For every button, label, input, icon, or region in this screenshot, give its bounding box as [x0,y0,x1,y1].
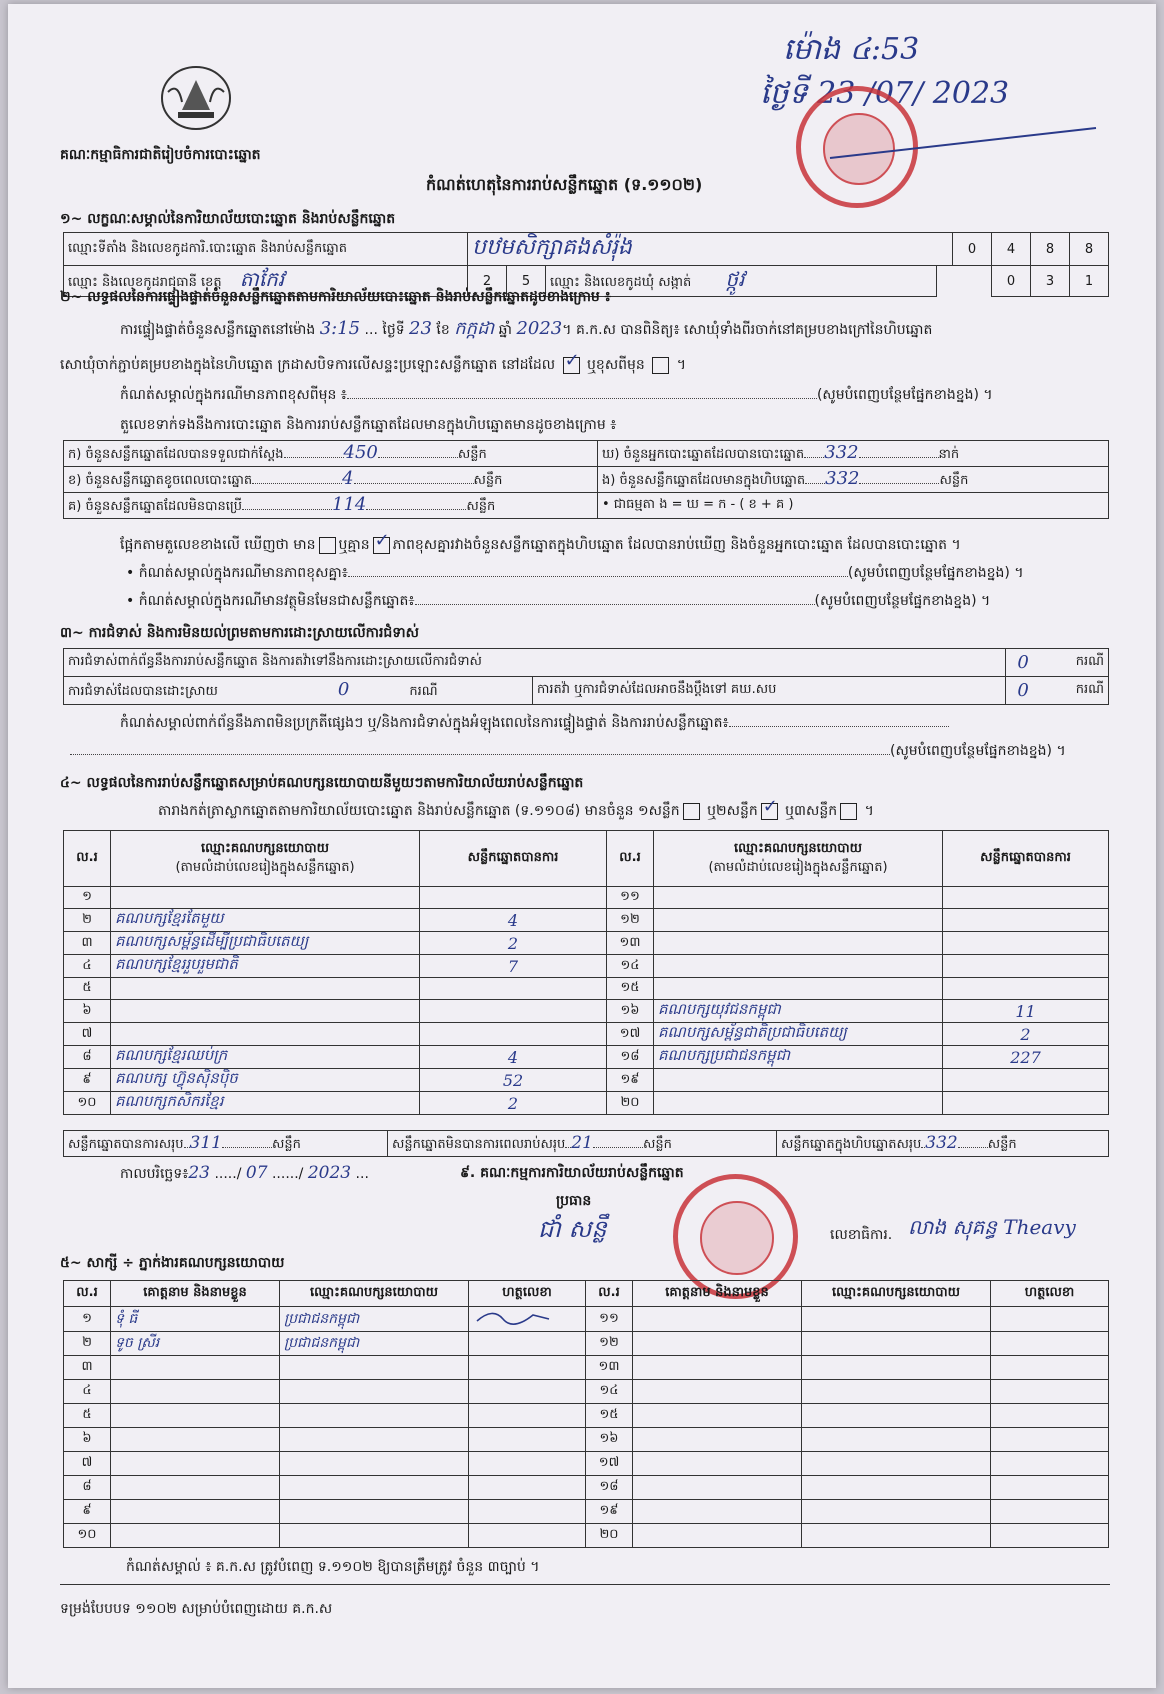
nec-emblem [158,62,234,132]
witness-name [633,1524,802,1548]
office-value: បឋមសិក្សាគងសំរ៉ុង [468,233,953,266]
party-votes: 11 [943,1000,1109,1023]
total-valid: សន្លឹកឆ្នោតបានការសរុប 311 សន្លឹក [64,1131,388,1157]
party-votes: 4 [420,909,607,932]
witness-row [64,1404,1109,1428]
witness-name [633,1307,802,1332]
witness-party [802,1307,991,1332]
party-name [654,1069,943,1092]
results-row [64,887,1109,909]
commune-code-2: 3 [1031,266,1070,297]
commune-value: ថ្កូវ [725,267,745,291]
row-number: ២០ [586,1524,633,1548]
section2-title: ២~ លទ្ធផលនៃការផ្ទៀងផ្ទាត់ចំនួនសន្លឹកឆ្នោតតាមការិយាល័យបោះឆ្នោត និងរាប់សន្លឹកឆ្នោតដូចខាងក្រោម ៖ [60,289,611,305]
verify-year: 2023 [516,318,563,339]
witness-col-no: ល.រ [64,1281,111,1307]
figure-b: ខ) ចំនួនសន្លឹកឆ្នោតខូចពេលបោះឆ្នោត 4 សន្លឹក [64,467,598,493]
party-name [654,978,943,1000]
section2-para2: សោឃុំចាក់ភ្ជាប់គម្របខាងក្នុងនៃហិបឆ្នោត ក្រដាសបិទការលើសន្ទះប្រឡោះសន្លឹកឆ្នោត នៅដដែល ✓ ឬខុសពីមុន ។ [60,356,686,374]
chair-signature: ជាំ សន្លឹ [538,1215,607,1243]
party-name [654,887,943,909]
party-votes [420,1000,607,1023]
office-code-3: 8 [1031,233,1070,266]
party-name: គណបក្សខ្មែរតែមួយ [111,909,420,932]
row-number: ៨ [64,1046,111,1069]
witness-signature [469,1428,586,1452]
figure-a: ក) ចំនួនសន្លឹកឆ្នោតដែលបានទទួលជាក់ស្តែង 450 សន្លឹក [64,441,598,467]
complaints-total-value: 0 [1006,649,1040,677]
row-number: ១០ [64,1092,111,1115]
party-name: គណបក្សសម្ព័ន្ធដើម្បីប្រជាធិបតេយ្យ [111,932,420,955]
witness-party [280,1476,469,1500]
witness-party [280,1428,469,1452]
witness-col-name-2: គោត្តនាម និងនាមខ្លួន [633,1281,802,1307]
witness-signature [991,1404,1109,1428]
row-number: ១៤ [586,1380,633,1404]
row-number: ១៦ [607,1000,654,1023]
witness-row [64,1380,1109,1404]
party-votes [943,1092,1109,1115]
party-name: គណបក្សសម្ព័ន្ធជាតិប្រជាធិបតេយ្យ [654,1023,943,1046]
results-row [64,1092,1109,1115]
witness-name [111,1428,280,1452]
handwritten-date: ថ្ងៃទី 23 /07/ 2023 [760,76,1010,111]
witness-party: ប្រជាជនកម្ពុជា [280,1307,469,1332]
party-votes: 4 [420,1046,607,1069]
row-number: ១៩ [607,1069,654,1092]
party-name [111,978,420,1000]
party-name [111,887,420,909]
commune-label: ឈ្មោះ និងលេខកូដឃុំ សង្កាត់ ថ្កូវ [546,266,937,297]
total-in-box: សន្លឹកឆ្នោតក្នុងហិបឆ្នោតសរុប 332 សន្លឹក [777,1131,1109,1157]
witness-name [111,1404,280,1428]
figure-e: ង) ចំនួនសន្លឹកឆ្នោតដែលមានក្នុងហិបឆ្នោត 332 សន្លឹក [598,467,1109,493]
witness-col-sign-2: ហត្ថលេខា [991,1281,1109,1307]
ballot-figures-table [63,440,1109,519]
witness-signature [991,1428,1109,1452]
two-sheet-checkbox[interactable] [761,803,778,820]
witness-name [111,1500,280,1524]
witness-signature [469,1452,586,1476]
row-number: ៦ [64,1428,111,1452]
signature-scribble [473,1307,553,1327]
commune-code-1: 0 [992,266,1031,297]
witness-party [280,1404,469,1428]
party-votes [943,955,1109,978]
row-number: ៧ [64,1452,111,1476]
party-name: គណបក្សប្រជាជនកម្ពុជា [654,1046,943,1069]
witness-name [111,1452,280,1476]
complaints-appeal-label: ការតវ៉ា ឬការជំទាស់ដែលអាចនឹងប្តឹងទៅ គឃ.សប [533,677,1006,705]
witness-name [111,1356,280,1380]
party-name: គណបក្សខ្មែរឈប់ក្រ [111,1046,420,1069]
witness-name [633,1476,802,1500]
results-col-party-2: ឈ្មោះគណបក្សនយោបាយ (តាមលំដាប់លេខរៀងក្នុងសន្លឹកឆ្នោត) [654,831,943,887]
witness-signature [991,1476,1109,1500]
row-number: ១ [64,887,111,909]
results-row [64,1000,1109,1023]
witness-row [64,1524,1109,1548]
party-results-table [63,830,1109,1115]
witness-name [633,1428,802,1452]
party-name: គណបក្សយុវជនកម្ពុជា [654,1000,943,1023]
row-number: ១១ [586,1307,633,1332]
witness-col-sign: ហត្ថលេខា [469,1281,586,1307]
row-number: ២ [64,1332,111,1356]
witness-row [64,1476,1109,1500]
section3-title: ៣~ ការជំទាស់ និងការមិនយល់ព្រមតាមការដោះស្រាយលើការជំទាស់ [60,625,419,641]
witness-signature [469,1332,586,1356]
section1-title: ១~ លក្ខណៈសម្គាល់នៃការិយាល័យបោះឆ្នោត និងរាប់សន្លឹកឆ្នោត [60,211,396,227]
witness-signature [991,1332,1109,1356]
witness-party [802,1356,991,1380]
handwritten-receipt: ម៉ោង ៤:53 [783,32,920,67]
row-number: ២ [64,909,111,932]
has-diff-checkbox[interactable] [319,537,336,554]
row-number: ៣ [64,1356,111,1380]
one-sheet-checkbox[interactable] [683,803,700,820]
witness-signature [469,1476,586,1500]
row-number: ១២ [586,1332,633,1356]
party-votes: 2 [420,1092,607,1115]
total-invalid: សន្លឹកឆ្នោតមិនបានការពេលរាប់សរុប 21 សន្លឹក [388,1131,777,1157]
complaints-table [63,648,1109,705]
row-number: ៩ [64,1069,111,1092]
witness-party [802,1452,991,1476]
witness-row [64,1428,1109,1452]
witness-party [280,1524,469,1548]
party-votes: 227 [943,1046,1109,1069]
party-name [654,932,943,955]
section4-intro: តារាងកត់ត្រាស្លាកឆ្នោតតាមការិយាល័យបោះឆ្នោត និងរាប់សន្លឹកឆ្នោត (ទ.១១០៨) មានចំនួន ១សន្លឹក ឬ២សន្លឹក✓ ឬ៣សន្លឹក ។ [158,802,874,820]
witness-name [633,1356,802,1380]
witness-signature [991,1307,1109,1332]
witness-signature [469,1524,586,1548]
row-number: ១០ [64,1524,111,1548]
witness-name [111,1524,280,1548]
witness-party [280,1356,469,1380]
section3-note: កំណត់សម្គាល់ពាក់ព័ន្ធនឹងភាពមិនប្រក្រតីផ្សេងៗ ឬ/និងការជំទាស់ក្នុងអំឡុងពេលនៃការផ្ទៀងផ្ទាត់ និងការរាប់សន្លឹកឆ្នោត៖ [120,714,949,732]
row-number: ៦ [64,1000,111,1023]
row-number: ១៨ [607,1046,654,1069]
row-number: ១៧ [607,1023,654,1046]
office-label: ឈ្មោះទីតាំង និងលេខកូដការិ.បោះឆ្នោត និងរាប់សន្លឹកឆ្នោត [64,233,468,266]
section2-para1: ការផ្ទៀងផ្ទាត់ចំនួនសន្លឹកឆ្នោតនៅម៉ោង 3:15 ... ថ្ងៃទី 23 ខែ កក្កដា ឆ្នាំ 2023។ គ.ក.ស បានពិនិត្យ៖ សោឃុំទាំងពីរចាក់នៅគម្របខាងក្រៅនៃហិបឆ្នោត [120,318,933,339]
row-number: ៥ [64,978,111,1000]
witness-row [64,1307,1109,1332]
row-number: ១១ [607,887,654,909]
witness-party [280,1452,469,1476]
row-number: ១៦ [586,1428,633,1452]
compare-line: ផ្អែកតាមតួលេខខាងលើ ឃើញថា មាន ឬគ្មាន✓ ភាពខុសគ្នារវាងចំនួនសន្លឹកឆ្នោតក្នុងហិបឆ្នោត ដែលបានរាប់ឃើញ និងចំនួនអ្នកបោះឆ្នោត ដែលបានបោះឆ្នោត ។ [120,536,961,554]
witness-party [802,1380,991,1404]
row-number: ១៥ [607,978,654,1000]
row-number: ១៩ [586,1500,633,1524]
province-code-2: 5 [507,266,546,297]
row-number: ១៤ [607,955,654,978]
witness-table [63,1280,1109,1548]
witness-name [111,1380,280,1404]
party-votes: 2 [943,1023,1109,1046]
note-diff: កំណត់សម្គាល់ក្នុងករណីមានភាពខុសពីមុន ៖ (សូមបំពេញបន្ថែមផ្នែកខាងខ្នង) ។ [120,387,993,403]
row-number: ៣ [64,932,111,955]
form-title: កំណត់ហេតុនៃការរាប់សន្លឹកឆ្នោត (ទ.១១០២) [426,175,703,194]
witness-party [280,1380,469,1404]
party-votes: 7 [420,955,607,978]
verify-month: កក្កដា [454,318,495,339]
form-footer: ទម្រង់បែបបទ ១១០២ សម្រាប់បំពេញដោយ គ.ក.ស [60,1601,333,1617]
results-row [64,1046,1109,1069]
office-code-2: 4 [992,233,1031,266]
witness-col-party: ឈ្មោះគណបក្សនយោបាយ [280,1281,469,1307]
province-code-1: 2 [468,266,507,297]
office-code-4: 8 [1070,233,1109,266]
office-code-1: 0 [953,233,992,266]
results-col-votes: សន្លឹកឆ្នោតបានការ [420,831,607,887]
witness-party [802,1476,991,1500]
witness-name [633,1404,802,1428]
witness-name [633,1380,802,1404]
witness-signature [991,1524,1109,1548]
witness-party: ប្រជាជនកម្ពុជា [280,1332,469,1356]
different-checkbox[interactable] [652,357,669,374]
secretary-signature: លាង សុគន្ធ Theavy [908,1215,1076,1239]
row-number: ១៣ [586,1356,633,1380]
party-votes [943,932,1109,955]
witness-signature [469,1404,586,1428]
row-number: ១៥ [586,1404,633,1428]
section3-note-line2: (សូមបំពេញបន្ថែមផ្នែកខាងខ្នង) ។ [70,742,1066,760]
results-col-votes-2: សន្លឹកឆ្នោតបានការ [943,831,1109,887]
witness-party [802,1500,991,1524]
row-number: ៤ [64,1380,111,1404]
witness-signature [469,1356,586,1380]
row-number: ៩ [64,1500,111,1524]
result-date: កាលបរិច្ឆេទ៖23 ...../ 07 ....../ 2023 ... [120,1163,369,1183]
results-totals [63,1130,1109,1157]
row-number: ៤ [64,955,111,978]
footer-note: កំណត់សម្គាល់ ៖ គ.ក.ស ត្រូវបំពេញ ទ.១១០២ ឱ្យបានត្រឹមត្រូវ ចំនួន ៣ច្បាប់ ។ [126,1559,540,1575]
party-votes [420,978,607,1000]
verify-time: 3:15 [319,318,361,339]
complaints-total-label: ការជំទាស់ពាក់ព័ន្ធនឹងការរាប់សន្លឹកឆ្នោត និងការតវ៉ាទៅនឹងការដោះស្រាយលើការជំទាស់ [64,649,1006,677]
witness-name [111,1476,280,1500]
witness-row [64,1356,1109,1380]
complaints-appeal-unit: ករណី [1040,677,1109,705]
witness-name [633,1452,802,1476]
sub-intro: តួលេខទាក់ទងនឹងការបោះឆ្នោត និងការរាប់សន្លឹកឆ្នោតដែលមានក្នុងហិបឆ្នោតមានដូចខាងក្រោម ៖ [120,417,617,433]
witness-signature [469,1380,586,1404]
same-checkbox[interactable] [563,357,580,374]
chair-label: ប្រធាន [556,1193,592,1209]
row-number: ១២ [607,909,654,932]
province-label: ឈ្មោះ និងលេខកូដរាជធានី ខេត្ត តាកែវ [64,266,468,297]
party-votes [943,1069,1109,1092]
party-votes [943,909,1109,932]
results-col-no-2: ល.រ [607,831,654,887]
party-votes [420,887,607,909]
party-votes [943,887,1109,909]
verify-day: 23 [409,318,432,339]
complaints-total-unit: ករណី [1040,649,1109,677]
row-number: ៨ [64,1476,111,1500]
results-row [64,978,1109,1000]
results-row [64,1023,1109,1046]
handwritten-arrow-line [828,124,1098,164]
witness-row [64,1452,1109,1476]
bullet-object: • កំណត់សម្គាល់ក្នុងករណីមានវត្ថុមិនមែនជាសន្លឹកឆ្នោត៖ (សូមបំពេញបន្ថែមផ្នែកខាងខ្នង) ។ [126,593,991,609]
results-row [64,932,1109,955]
committee-label: ៩. គណៈកម្មការការិយាល័យរាប់សន្លឹកឆ្នោត [460,1165,684,1181]
party-votes: 52 [420,1069,607,1092]
org-name: គណៈកម្មាធិការជាតិរៀបចំការបោះឆ្នោត [60,147,261,163]
witness-signature [991,1500,1109,1524]
party-votes: 2 [420,932,607,955]
party-name: គណបក្សខ្មែររួបរួមជាតិ [111,955,420,978]
results-row [64,955,1109,978]
witness-name [633,1332,802,1356]
complaints-resolved: ការជំទាស់ដែលបានដោះស្រាយ 0 ករណី [64,677,533,705]
row-number: ២០ [607,1092,654,1115]
form-page [8,4,1156,1688]
witness-name [633,1500,802,1524]
row-number: ១៧ [586,1452,633,1476]
witness-signature [991,1380,1109,1404]
row-number: ៥ [64,1404,111,1428]
witness-signature [991,1356,1109,1380]
row-number: ១៣ [607,932,654,955]
figure-c: គ) ចំនួនសន្លឹកឆ្នោតដែលមិនបានប្រើ 114 សន្លឹក [64,493,598,519]
witness-name: ទុំ ធី [111,1307,280,1332]
party-name [111,1023,420,1046]
complaints-appeal-value: 0 [1006,677,1040,705]
party-name [654,909,943,932]
witness-col-no-2: ល.រ [586,1281,633,1307]
party-name: គណបក្សកសិករខ្មែរ [111,1092,420,1115]
witness-row [64,1500,1109,1524]
secretary-label: លេខាធិការ. [830,1227,893,1243]
party-votes [420,1023,607,1046]
commune-code-3: 1 [1070,266,1109,297]
witness-party [802,1428,991,1452]
no-diff-checkbox[interactable] [373,537,390,554]
witness-party [802,1332,991,1356]
witness-signature [991,1452,1109,1476]
section5-title: ៥~ សាក្សី ÷ ភ្នាក់ងារគណបក្សនយោបាយ [60,1255,285,1271]
witness-signature [469,1307,586,1332]
witness-signature [469,1500,586,1524]
province-value: តាកែវ [239,267,285,291]
section4-title: ៤~ លទ្ធផលនៃការរាប់សន្លឹកឆ្នោតសម្រាប់គណបក្សនយោបាយនីមួយៗតាមការិយាល័យរាប់សន្លឹកឆ្នោត [60,775,584,791]
party-name: គណបក្ស ហ៊្វុនស៊ិនប៉ិច [111,1069,420,1092]
witness-col-party-2: ឈ្មោះគណបក្សនយោបាយ [802,1281,991,1307]
bullet-diff: • កំណត់សម្គាល់ក្នុងករណីមានភាពខុសគ្នា៖ (សូមបំពេញបន្ថែមផ្នែកខាងខ្នង) ។ [126,565,1024,581]
row-number: ១៨ [586,1476,633,1500]
party-votes [943,978,1109,1000]
results-col-party: ឈ្មោះគណបក្សនយោបាយ (តាមលំដាប់លេខរៀងក្នុងសន្លឹកឆ្នោត) [111,831,420,887]
party-name [111,1000,420,1023]
results-row [64,909,1109,932]
results-row [64,1069,1109,1092]
row-number: ១ [64,1307,111,1332]
witness-party [802,1404,991,1428]
results-col-no: ល.រ [64,831,111,887]
party-name [654,955,943,978]
witness-col-name: គោត្តនាម និងនាមខ្លួន [111,1281,280,1307]
witness-party [802,1524,991,1548]
witness-party [280,1500,469,1524]
party-name [654,1092,943,1115]
three-sheet-checkbox[interactable] [840,803,857,820]
figure-formula: • ជាធម្មតា ង = ឃ = ក - ( ខ + គ ) [598,493,1109,519]
witness-row [64,1332,1109,1356]
figure-d: ឃ) ចំនួនអ្នកបោះឆ្នោតដែលបានបោះឆ្នោត 332 នាក់ [598,441,1109,467]
footer-divider [60,1584,1110,1585]
witness-name: ទូច ស្រីរ [111,1332,280,1356]
row-number: ៧ [64,1023,111,1046]
